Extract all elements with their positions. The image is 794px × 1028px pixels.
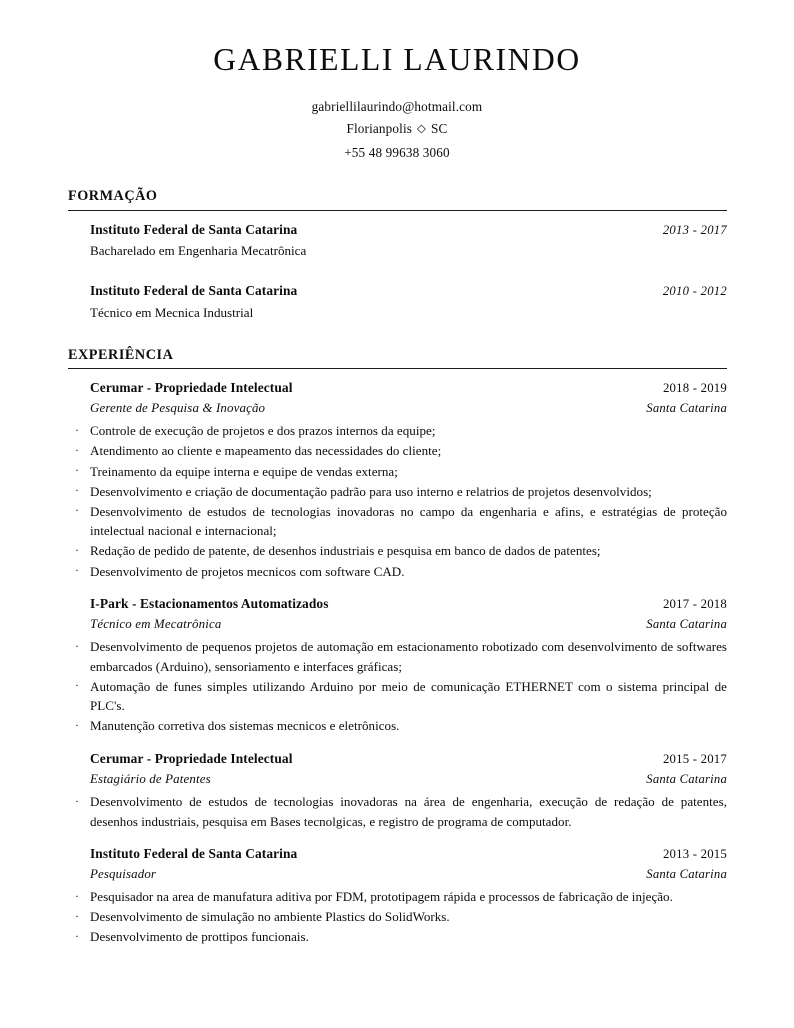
experience-company: Cerumar - Propriedade Intelectual xyxy=(90,380,293,396)
experience-list xyxy=(68,378,727,947)
experience-bullet xyxy=(68,421,727,441)
experience-bullet-text: Manutenção corretiva dos sistemas mecnicos e eletrônicos. xyxy=(90,718,400,734)
resume-header xyxy=(0,0,794,164)
experience-entry-subheader xyxy=(90,865,727,885)
experience-bullet-list xyxy=(68,637,727,736)
experience-bullet-text: Desenvolvimento de prottipos funcionais. xyxy=(90,929,309,945)
experience-bullet xyxy=(68,482,727,502)
experience-bullet-text: Desenvolvimento de projetos mecnicos com software CAD. xyxy=(90,563,405,579)
bullet-dot-icon: · xyxy=(75,793,80,808)
education-institution: Instituto Federal de Santa Catarina xyxy=(90,221,298,237)
contact-phone: +55 48 99638 3060 xyxy=(344,144,450,160)
experience-bullet-text: Redação de pedido de patente, de desenhos industriais e pesquisa em banco de dados de patentes; xyxy=(90,543,601,559)
bullet-dot-icon: · xyxy=(75,908,80,923)
experience-role: Técnico em Mecatrônica xyxy=(90,616,222,631)
experience-bullet-text: Desenvolvimento de simulação no ambiente Plastics do SolidWorks. xyxy=(90,909,450,925)
bullet-dot-icon: · xyxy=(75,503,80,518)
experience-company: Instituto Federal de Santa Catarina xyxy=(90,846,298,862)
experience-entry-header xyxy=(90,844,727,865)
experience-bullet xyxy=(68,792,727,831)
experience-bullet-list xyxy=(68,887,727,947)
experience-bullet-text: Automação de funes simples utilizando Arduino por meio de comunicação ETHERNET com o sistema principal de PLC's. xyxy=(90,678,727,714)
education-degree: Técnico em Mecnica Industrial xyxy=(90,304,254,320)
bullet-dot-icon: · xyxy=(75,888,80,903)
experience-entry xyxy=(75,378,727,581)
education-entry-header xyxy=(90,220,727,241)
experience-dates: 2018 - 2019 xyxy=(662,381,727,396)
experience-bullet xyxy=(68,716,727,736)
experience-bullet-text: Desenvolvimento de estudos de tecnologias inovadoras na área de engenharia, execução de redação de patentes, desenhos industriais, pesquisa em Bases tecnolgicas, e registro de programa de computador. xyxy=(90,794,727,829)
experience-bullet xyxy=(68,927,727,947)
education-entry-header xyxy=(90,281,727,302)
experience-dates: 2017 - 2018 xyxy=(662,597,727,612)
experience-dates: 2013 - 2015 xyxy=(662,847,727,862)
experience-entry xyxy=(75,594,727,736)
diamond-separator-icon: ◇ xyxy=(417,123,427,136)
education-entry xyxy=(90,220,727,282)
contact-email: gabriellilaurindo@hotmail.com xyxy=(311,98,483,114)
experience-bullet-list xyxy=(68,421,727,581)
experience-entry-header xyxy=(90,749,727,770)
experience-role: Pesquisador xyxy=(90,866,157,881)
experience-bullet-text: Controle de execução de projetos e dos prazos internos da equipe; xyxy=(90,423,436,439)
bullet-dot-icon: · xyxy=(75,563,80,578)
experience-entry xyxy=(75,844,727,947)
section-title-education: FORMAÇÃO xyxy=(68,188,158,205)
bullet-dot-icon: · xyxy=(75,483,80,498)
experience-bullet-text: Desenvolvimento e criação de documentação padrão para uso interno e relatrios de projetos desenvolvidos; xyxy=(90,483,652,499)
bullet-dot-icon: · xyxy=(75,678,80,693)
experience-entry-subheader xyxy=(90,399,727,419)
contact-state: SC xyxy=(431,121,448,137)
education-degree: Bacharelado em Engenharia Mecatrônica xyxy=(90,243,307,259)
experience-bullet-text: Desenvolvimento de pequenos projetos de automação em estacionamento robotizado com desenvolvimento de softwares embarcados (Arduino), sensoriamento e interfaces gráficas; xyxy=(90,639,727,674)
section-education xyxy=(68,189,727,322)
education-dates: 2010 - 2012 xyxy=(662,284,727,299)
experience-bullet xyxy=(68,541,727,561)
education-entry xyxy=(90,281,727,322)
experience-bullet xyxy=(68,562,727,582)
experience-bullet xyxy=(68,441,727,461)
experience-location: Santa Catarina xyxy=(646,400,727,415)
bullet-dot-icon: · xyxy=(75,638,80,653)
experience-entry-subheader xyxy=(90,770,727,790)
experience-entry-header xyxy=(90,594,727,615)
education-institution: Instituto Federal de Santa Catarina xyxy=(90,283,298,299)
experience-dates: 2015 - 2017 xyxy=(662,752,727,767)
experience-bullet-list xyxy=(68,792,727,831)
section-divider xyxy=(68,368,727,369)
bullet-dot-icon: · xyxy=(75,928,80,943)
experience-entry-subheader xyxy=(90,615,727,635)
education-dates: 2013 - 2017 xyxy=(662,222,727,237)
experience-company: Cerumar - Propriedade Intelectual xyxy=(90,751,293,767)
experience-bullet-text: Atendimento ao cliente e mapeamento das necessidades do cliente; xyxy=(90,443,442,459)
bullet-dot-icon: · xyxy=(75,542,80,557)
experience-bullet-text: Pesquisador na area de manufatura aditiva por FDM, prototipagem rápida e processos de fabricação de injeção. xyxy=(90,889,673,905)
bullet-dot-icon: · xyxy=(75,717,80,732)
section-divider xyxy=(68,210,727,211)
contact-location xyxy=(0,118,794,142)
experience-bullet xyxy=(68,502,727,541)
experience-location: Santa Catarina xyxy=(646,616,727,631)
experience-bullet-text: Desenvolvimento de estudos de tecnologias inovadoras no campo da engenharia e afins, e estratégias de proteção intelectual nacional e internacional; xyxy=(90,503,727,539)
experience-company: I-Park - Estacionamentos Automatizados xyxy=(90,596,329,612)
section-experience xyxy=(68,348,727,947)
section-title-experience: EXPERIÊNCIA xyxy=(68,346,174,363)
experience-role: Estagiário de Patentes xyxy=(90,771,211,786)
experience-role: Gerente de Pesquisa & Inovação xyxy=(90,400,266,415)
experience-bullet xyxy=(68,462,727,482)
contact-city: Florianpolis xyxy=(346,121,413,137)
experience-location: Santa Catarina xyxy=(646,771,727,786)
experience-bullet-text: Treinamento da equipe interna e equipe de vendas externa; xyxy=(90,463,398,479)
experience-location: Santa Catarina xyxy=(646,866,727,881)
experience-entry-header xyxy=(90,378,727,399)
experience-entry xyxy=(75,749,727,831)
bullet-dot-icon: · xyxy=(75,442,80,457)
experience-bullet xyxy=(68,637,727,676)
bullet-dot-icon: · xyxy=(75,422,80,437)
bullet-dot-icon: · xyxy=(75,463,80,478)
page-title: GABRIELLI LAURINDO xyxy=(213,42,581,77)
experience-bullet xyxy=(68,907,727,927)
experience-bullet xyxy=(68,677,727,716)
experience-bullet xyxy=(68,887,727,907)
